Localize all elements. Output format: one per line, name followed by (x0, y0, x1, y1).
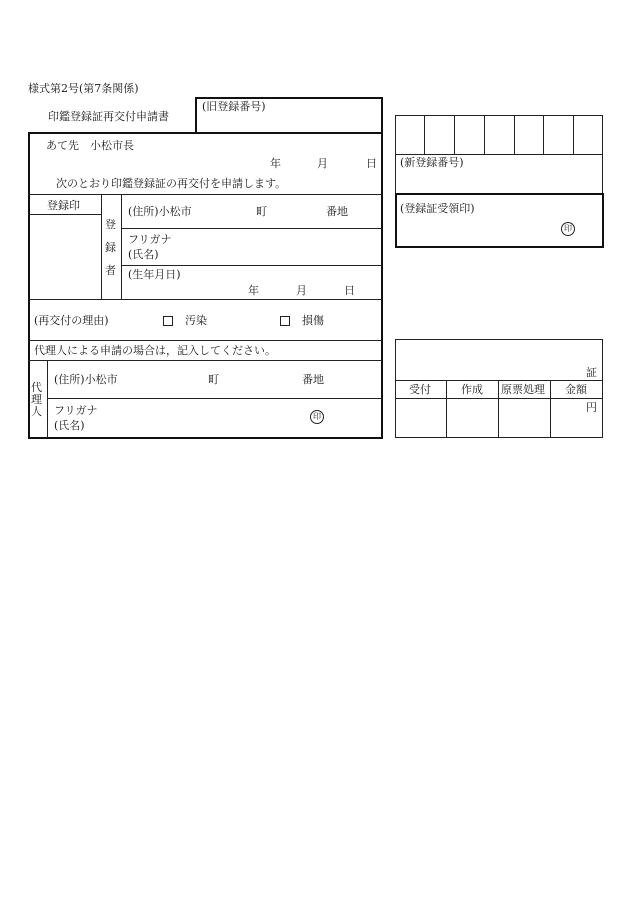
proxy-label-2: 理 (31, 393, 42, 406)
registrant-address-label: (住所)小松市 (128, 205, 192, 218)
proxy-town-label: 町 (208, 373, 219, 386)
receipt-seal-mark: 印 (561, 222, 575, 236)
reason-option-damaged[interactable] (280, 314, 324, 327)
reason-option-soiled[interactable] (163, 314, 207, 327)
soiled-label: 汚染 (185, 314, 207, 327)
soiled-checkbox[interactable] (163, 316, 173, 326)
registered-seal-box[interactable] (30, 216, 100, 298)
proxy-address-label: (住所)小松市 (54, 373, 118, 386)
registrant-label-2: 録 (105, 241, 116, 254)
proxy-banchi-label: 番地 (302, 373, 324, 386)
reason-label: (再交付の理由) (34, 314, 109, 327)
date-month-label: 月 (317, 157, 328, 170)
birthdate-label: (生年月日) (128, 268, 181, 281)
seal-label: 登録印 (47, 199, 80, 212)
proxy-note: 代理人による申請の場合は，記入してください。 (34, 344, 276, 357)
receipt-seal-label: (登録証受領印) (400, 202, 475, 215)
proxy-name-label: (氏名) (54, 419, 85, 432)
office-header-creation: 作成 (461, 383, 483, 396)
registrant-label-3: 者 (105, 264, 116, 277)
office-header-amount: 金額 (565, 383, 587, 396)
form-number: 様式第2号(第7条関係) (28, 82, 139, 95)
damaged-checkbox[interactable] (280, 316, 290, 326)
proxy-label-1: 代 (31, 381, 42, 394)
birth-year-label: 年 (248, 284, 259, 297)
office-header-ledger: 原票処理 (501, 383, 545, 396)
old-registration-number-field[interactable] (200, 114, 378, 130)
proxy-seal-mark: 印 (310, 410, 324, 424)
new-registration-number-label: (新登録番号) (400, 156, 464, 169)
form-title: 印鑑登録証再交付申請書 (48, 110, 169, 123)
request-sentence: 次のとおり印鑑登録証の再交付を申請します。 (56, 177, 287, 190)
registrant-name-label: (氏名) (128, 248, 159, 261)
birth-day-label: 日 (344, 284, 355, 297)
old-registration-number-label: (旧登録番号) (202, 100, 266, 113)
registrant-furigana-label: フリガナ (128, 233, 172, 246)
damaged-label: 損傷 (302, 314, 324, 327)
registrant-town-label: 町 (256, 205, 267, 218)
proxy-furigana-label: フリガナ (54, 404, 98, 417)
date-year-label: 年 (270, 157, 281, 170)
office-header-reception: 受付 (409, 383, 431, 396)
certificate-label: 証 (586, 366, 597, 379)
date-day-label: 日 (366, 157, 377, 170)
addressee: あて先 小松市長 (46, 139, 134, 152)
registrant-banchi-label: 番地 (326, 205, 348, 218)
registrant-label-1: 登 (105, 218, 116, 231)
birth-month-label: 月 (296, 284, 307, 297)
yen-label: 円 (586, 401, 597, 414)
proxy-label-3: 人 (31, 405, 42, 418)
